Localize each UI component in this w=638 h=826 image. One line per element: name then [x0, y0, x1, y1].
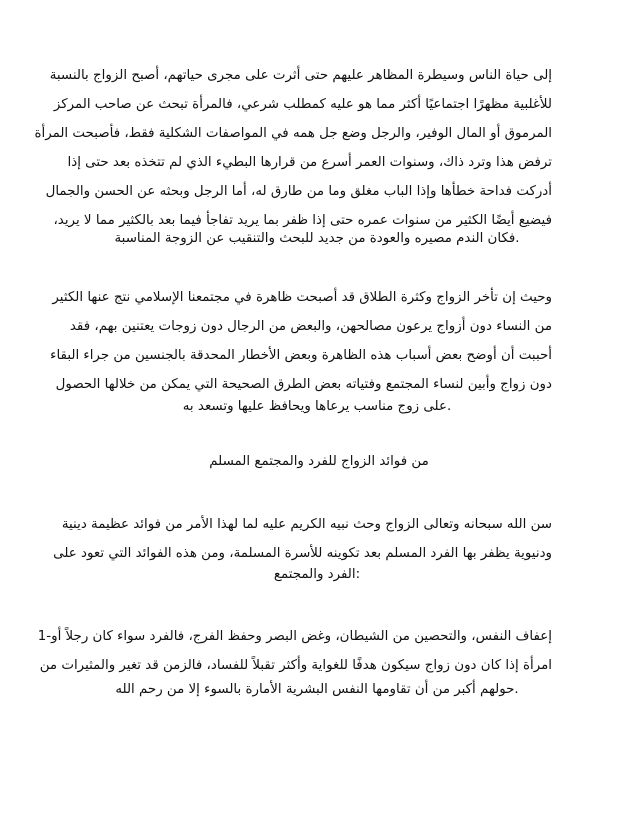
paragraph-1-line-2: للأغلبية مظهرًا اجتماعيًا أكثر مما هو عليه كمطلب شرعي، فالمرأة تبحث عن صاحب المركز: [53, 97, 552, 112]
paragraph-1-line-7: .فكان الندم مصيره والعودة من جديد للبحث والتنقيب عن الزوجة المناسبة: [114, 231, 520, 246]
section-heading: من فوائد الزواج للفرد والمجتمع المسلم: [209, 454, 429, 469]
paragraph-1-line-1: إلى حياة الناس وسيطرة المظاهر عليهم حتى أثرت على مجرى حياتهم، أصبح الزواج بالنسبة: [49, 68, 552, 83]
paragraph-3-line-3: :الفرد والمجتمع: [273, 567, 361, 582]
paragraph-4-line-1: إعفاف النفس، والتحصين من الشيطان، وغض البصر وحفظ الفرج، فالفرد سواء كان رجلاً أو-1: [37, 629, 552, 644]
paragraph-3-line-2: ودنيوية يظفر بها الفرد المسلم بعد تكوينه للأسرة المسلمة، ومن هذه الفوائد التي تعود على: [53, 546, 552, 561]
paragraph-1-line-3: المرموق أو المال الوفير، والرجل وضع جل همه في المواصفات الشكلية فقط، فأصبحت المرأة: [34, 126, 552, 141]
paragraph-3-line-1: سن الله سبحانه وتعالى الزواج وحث نبيه الكريم عليه لما لهذا الأمر من فوائد عظيمة دينية: [61, 517, 552, 532]
paragraph-1-line-5: أدركت فداحة خطأها وإذا الباب مغلق وما من طارق له، أما الرجل وبحثه عن الحسن والجمال: [45, 184, 552, 199]
paragraph-2-line-2: من النساء دون أزواج يرعون مصالحهن، والبعض من الرجال دون زوجات يعتنين بهم، فقد: [69, 319, 552, 334]
paragraph-2-line-4: دون زواج وأبين لنساء المجتمع وفتياته بعض الطرق الصحيحة التي يمكن من خلالها الحصول: [55, 377, 552, 392]
paragraph-2-line-3: أحببت أن أوضح بعض أسباب هذه الظاهرة وبعض الأخطار المحدقة بالجنسين من جراء البقاء: [50, 348, 552, 363]
paragraph-2-line-5: .على زوج مناسب يرعاها ويحافظ عليها وتسعد به: [182, 399, 452, 414]
paragraph-1-line-6: فيضيع أيضًا الكثير من سنوات عمره حتى إذا ظفر بما يريد تفاجأ فيما بعد بالكثير مما لا يريد،: [53, 213, 552, 228]
paragraph-1-line-4: ترفض هذا وترد ذاك، وسنوات العمر أسرع من قرارها البطيء الذي لم تتخذه بعد حتى إذا: [67, 155, 552, 170]
paragraph-2-line-1: وحيث إن تأخر الزواج وكثرة الطلاق قد أصبحت ظاهرة في مجتمعنا الإسلامي نتج عنها الكثير: [52, 290, 552, 305]
paragraph-4-line-2: امرأة إذا كان دون زواج سيكون هدفًا للغواية وأكثر تقبلاً للفساد، فالزمن قد تغير والمثيرات من: [39, 658, 552, 673]
paragraph-4-line-3: .حولهم أكبر من أن تقاومها النفس البشرية الأمارة بالسوء إلا من رحم الله: [115, 682, 519, 697]
